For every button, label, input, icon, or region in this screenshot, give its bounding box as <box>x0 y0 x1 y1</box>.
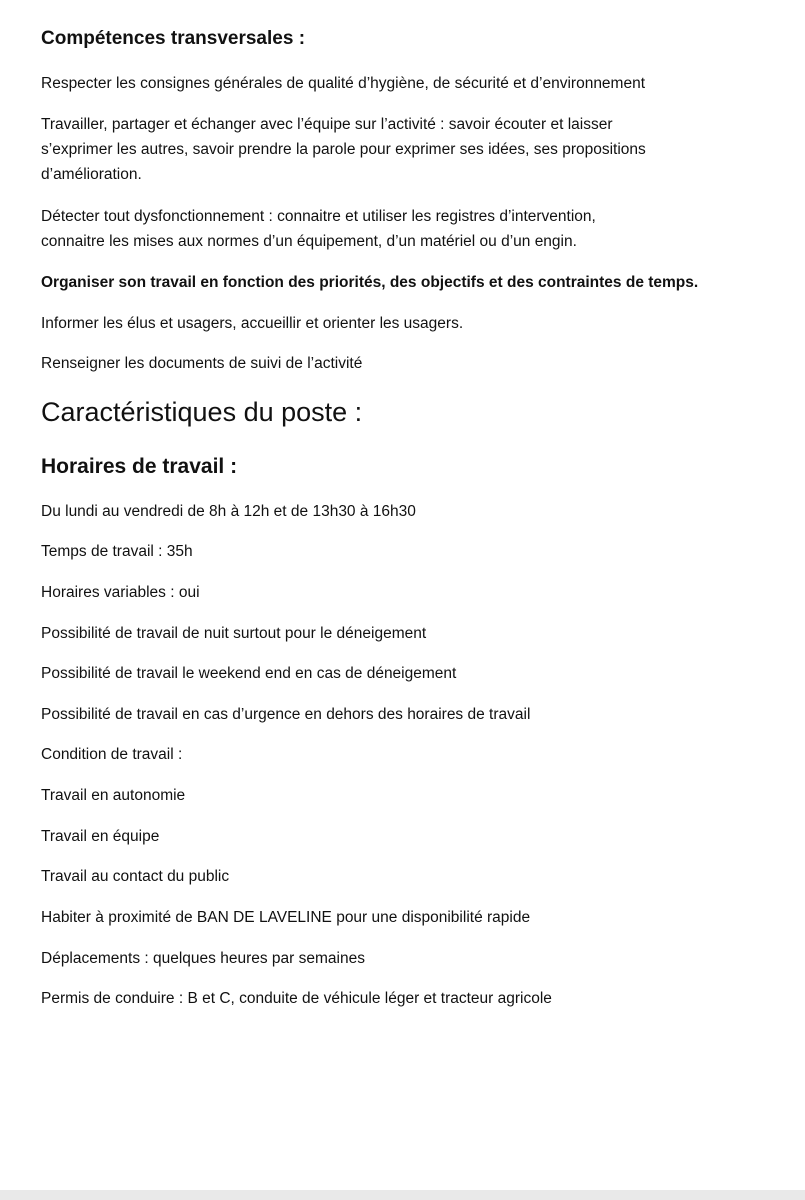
list-item: Travail en autonomie <box>41 787 186 804</box>
list-item: Condition de travail : <box>41 746 183 763</box>
paragraph-organiser: Organiser son travail en fonction des priorités, des objectifs et des contraintes de temps. <box>41 274 699 291</box>
section-title-competences: Compétences transversales : <box>41 28 306 49</box>
list-item: Temps de travail : 35h <box>41 543 193 560</box>
list-item: Habiter à proximité de BAN DE LAVELINE pour une disponibilité rapide <box>41 909 531 926</box>
list-item: Possibilité de travail en cas d’urgence en dehors des horaires de travail <box>41 706 531 723</box>
page-bottom-edge <box>0 1190 805 1200</box>
list-item: Du lundi au vendredi de 8h à 12h et de 13h30 à 16h30 <box>41 503 416 520</box>
list-item: Déplacements : quelques heures par semaines <box>41 950 365 967</box>
list-item: Possibilité de travail de nuit surtout pour le déneigement <box>41 625 427 642</box>
paragraph-informer: Informer les élus et usagers, accueillir et orienter les usagers. <box>41 315 464 332</box>
list-item: Permis de conduire : B et C, conduite de véhicule léger et tracteur agricole <box>41 990 552 1007</box>
paragraph-detecter: Détecter tout dysfonctionnement : connaitre et utiliser les registres d’intervention, connaitre les mises aux normes d’un équipement, d’un matériel ou d’un engin. <box>41 208 596 250</box>
paragraph-renseigner: Renseigner les documents de suivi de l’activité <box>41 355 363 372</box>
list-item: Travail au contact du public <box>41 868 230 885</box>
paragraph-consignes: Respecter les consignes générales de qualité d’hygiène, de sécurité et d’environnement <box>41 75 646 92</box>
paragraph-travailler: Travailler, partager et échanger avec l’équipe sur l’activité : savoir écouter et laisser s’exprimer les autres, savoir prendre la parole pour exprimer ses idées, ses propositions d’amélioration. <box>41 116 646 183</box>
list-item: Travail en équipe <box>41 828 160 845</box>
list-item: Horaires variables : oui <box>41 584 200 601</box>
subsection-title-horaires: Horaires de travail : <box>41 455 238 478</box>
list-item: Possibilité de travail le weekend end en cas de déneigement <box>41 665 457 682</box>
section-title-caracteristiques: Caractéristiques du poste : <box>41 397 363 427</box>
